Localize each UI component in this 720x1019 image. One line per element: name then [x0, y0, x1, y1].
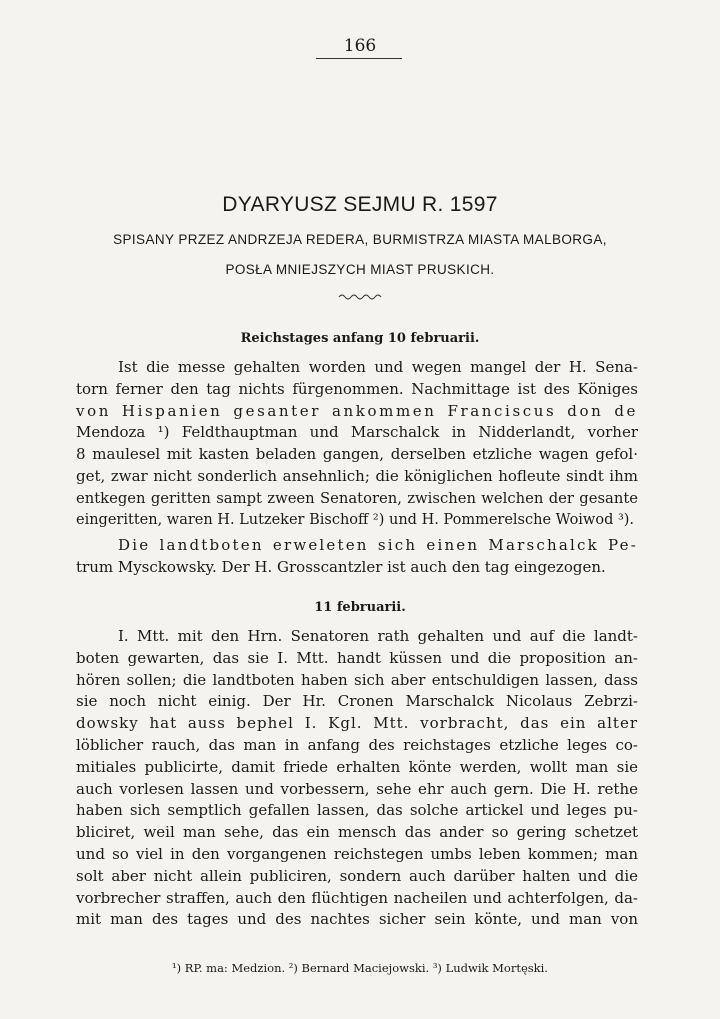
text-line: hören sollen; die landtboten haben sich aber entschuldigen lassen, dass	[76, 670, 638, 689]
text-line: mit man des tages und des nachtes sicher sein könte, und man von	[76, 910, 638, 929]
text-line: bliciret, weil man sehe, das ein mensch das ander so gering schetzet	[76, 823, 638, 842]
text-line: sie noch nicht einig. Der Hr. Cronen Marschalck Nicolaus Zebrzi-	[76, 692, 638, 711]
text-line: boten gewarten, das sie I. Mtt. handt küssen und die proposition an-	[76, 648, 638, 667]
document-title: DYARYUSZ SEJMU R. 1597	[222, 193, 498, 216]
text-line: mitiales publicirte, damit friede erhalten könte werden, wollt man sie	[76, 757, 638, 776]
text-line: eingeritten, waren H. Lutzeker Bischoff ²) und H. Pommerelsche Woiwod ³).	[76, 511, 635, 528]
text-line: trum Mysckowsky. Der H. Grosscantzler ist auch den tag eingezogen.	[76, 557, 606, 576]
page-number-rule	[316, 58, 402, 59]
text-line: I. Mtt. mit den Hrn. Senatoren rath gehalten und auf die landt-	[118, 627, 638, 645]
text-line: Die landtboten erweleten sich einen Marschalck Pe-	[118, 536, 638, 554]
text-line: löblicher rauch, das man in anfang des reichstages etzliche leges co-	[76, 735, 638, 754]
subtitle-line-1: SPISANY PRZEZ ANDRZEJA REDERA, BURMISTRZA MIASTA MALBORGA,	[113, 232, 607, 247]
text-line: haben sich semptlich gefallen lassen, das solche artickel und leges pu-	[76, 801, 638, 820]
page-number: 166	[343, 36, 377, 56]
section-heading: Reichstages anfang 10 februarii.	[240, 331, 480, 346]
paragraph	[76, 357, 638, 531]
paragraph	[76, 626, 638, 931]
text-line: vorbrecher straffen, auch den flüchtigen nacheilen und achterfolgen, da-	[76, 888, 638, 907]
text-line: torn ferner den tag nichts fürgenommen. Nachmittage ist des Königes	[76, 379, 638, 398]
text-line: von Hispanien gesanter ankommen Franciscus don de	[76, 401, 638, 420]
wavy-ornament	[338, 292, 382, 302]
text-line: get, zwar nicht sonderlich ansehnlich; die königlichen hofleute sindt ihm	[76, 466, 638, 485]
section-heading: 11 februarii.	[314, 600, 406, 615]
footnotes: ¹) RP. ma: Medzion. ²) Bernard Maciejowski. ³) Ludwik Mortęski.	[172, 961, 548, 975]
text-line: Mendoza ¹) Feldthauptman und Marschalck in Nidderlandt, vorher	[76, 423, 638, 442]
text-line: entkegen geritten sampt zween Senatoren, zwischen welchen der gesante	[76, 489, 638, 507]
text-line: solt aber nicht allein publiciren, sondern auch darüber halten und die	[76, 866, 638, 885]
text-line: dowsky hat auss bephel I. Kgl. Mtt. vorbracht, das ein alter	[76, 714, 638, 733]
text-line: auch vorlesen lassen und vorbessern, sehe ehr auch gern. Die H. rethe	[76, 779, 638, 798]
paragraph	[76, 535, 638, 579]
text-line: und so viel in den vorgangenen reichstegen umbs leben kommen; man	[76, 844, 638, 863]
text-line: Ist die messe gehalten worden und wegen mangel der H. Sena-	[118, 358, 638, 376]
subtitle-line-2: POSŁA MNIEJSZYCH MIAST PRUSKICH.	[225, 262, 495, 277]
text-line: 8 maulesel mit kasten beladen gangen, derselben etzliche wagen gefol·	[76, 445, 638, 464]
